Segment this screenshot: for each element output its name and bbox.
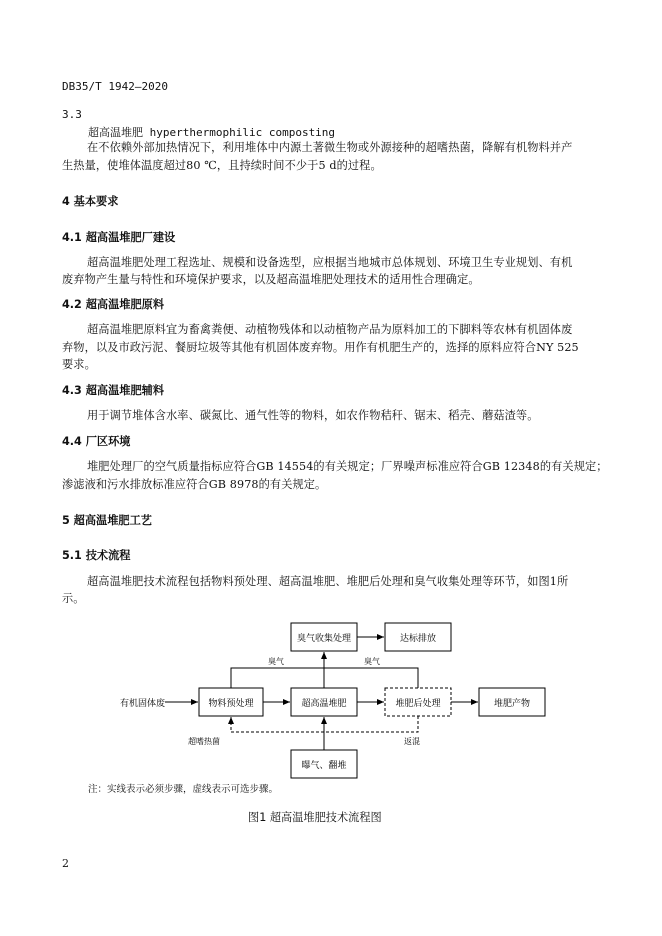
figure-caption: 图1 超高温堆肥技术流程图 bbox=[248, 811, 382, 824]
subsection-heading: 4.3 超高温堆肥辅料 bbox=[62, 384, 165, 397]
subsection-heading: 5.1 技术流程 bbox=[62, 549, 131, 562]
paragraph-line: 渗滤液和污水排放标准应符合GB 8978的有关规定。 bbox=[62, 478, 327, 491]
term-title: 超高温堆肥 hyperthermophilic composting bbox=[88, 126, 336, 139]
subsection-heading: 4.2 超高温堆肥原料 bbox=[62, 298, 165, 311]
pretreatment-label: 物料预处理 bbox=[208, 699, 254, 709]
paragraph-line: 生热量，使堆体温度超过80 ℃，且持续时间不少于5 d的过程。 bbox=[62, 159, 382, 172]
paragraph-line: 超高温堆肥技术流程包括物料预处理、超高温堆肥、堆肥后处理和臭气收集处理等环节，如图1所 bbox=[87, 575, 569, 588]
paragraph-line: 废弃物产生量与特性和环境保护要求，以及超高温堆肥处理技术的适用性合理确定。 bbox=[62, 273, 480, 286]
product-label: 堆肥产物 bbox=[493, 699, 531, 709]
paragraph-line: 弃物，以及市政污泥、餐厨垃圾等其他有机固体废弃物。用作有机肥生产的，选择的原料应符合NY 525 bbox=[62, 341, 579, 354]
figure-note: 注：实线表示必须步骤，虚线表示可选步骤。 bbox=[88, 784, 279, 795]
composting-label: 超高温堆肥 bbox=[301, 699, 347, 709]
paragraph-line: 超高温堆肥原料宜为畜禽粪便、动植物残体和以动植物产品为原料加工的下脚料等农林有机固体废 bbox=[87, 323, 573, 336]
paragraph-line: 在不依赖外部加热情况下，利用堆体中内源土著微生物或外源接种的超嗜热菌，降解有机物料并产 bbox=[87, 141, 573, 154]
subsection-heading: 4.1 超高温堆肥厂建设 bbox=[62, 231, 176, 244]
post-treatment-label: 堆肥后处理 bbox=[395, 699, 441, 709]
page-number: 2 bbox=[62, 857, 69, 870]
term-number: 3.3 bbox=[62, 108, 82, 121]
odor-treatment-label: 臭气收集处理 bbox=[296, 634, 352, 644]
return-label: 返混 bbox=[404, 737, 420, 746]
odor-right-label: 臭气 bbox=[364, 657, 380, 666]
odor-left-label: 臭气 bbox=[268, 657, 284, 666]
section-heading: 4 基本要求 bbox=[62, 195, 119, 208]
inoculum-label: 超嗜热菌 bbox=[188, 737, 220, 746]
paragraph-line: 用于调节堆体含水率、碳氮比、通气性等的物料，如农作物秸秆、锯末、稻壳、蘑菇渣等。 bbox=[87, 409, 539, 422]
paragraph-line: 要求。 bbox=[62, 358, 96, 371]
subsection-heading: 4.4 厂区环境 bbox=[62, 435, 131, 448]
doc-number: DB35/T 1942—2020 bbox=[62, 80, 168, 93]
discharge-label: 达标排放 bbox=[399, 634, 437, 644]
paragraph-line: 超高温堆肥处理工程选址、规模和设备选型，应根据当地城市总体规划、环境卫生专业规划、有机 bbox=[87, 256, 573, 269]
paragraph-line: 堆肥处理厂的空气质量指标应符合GB 14554的有关规定；厂界噪声标准应符合GB 12348的有关规定； bbox=[87, 460, 608, 473]
section-heading: 5 超高温堆肥工艺 bbox=[62, 514, 152, 527]
aeration-label: 曝气、翻堆 bbox=[301, 761, 347, 771]
paragraph-line: 示。 bbox=[62, 592, 85, 605]
input-label: 有机固体废 bbox=[120, 699, 166, 709]
